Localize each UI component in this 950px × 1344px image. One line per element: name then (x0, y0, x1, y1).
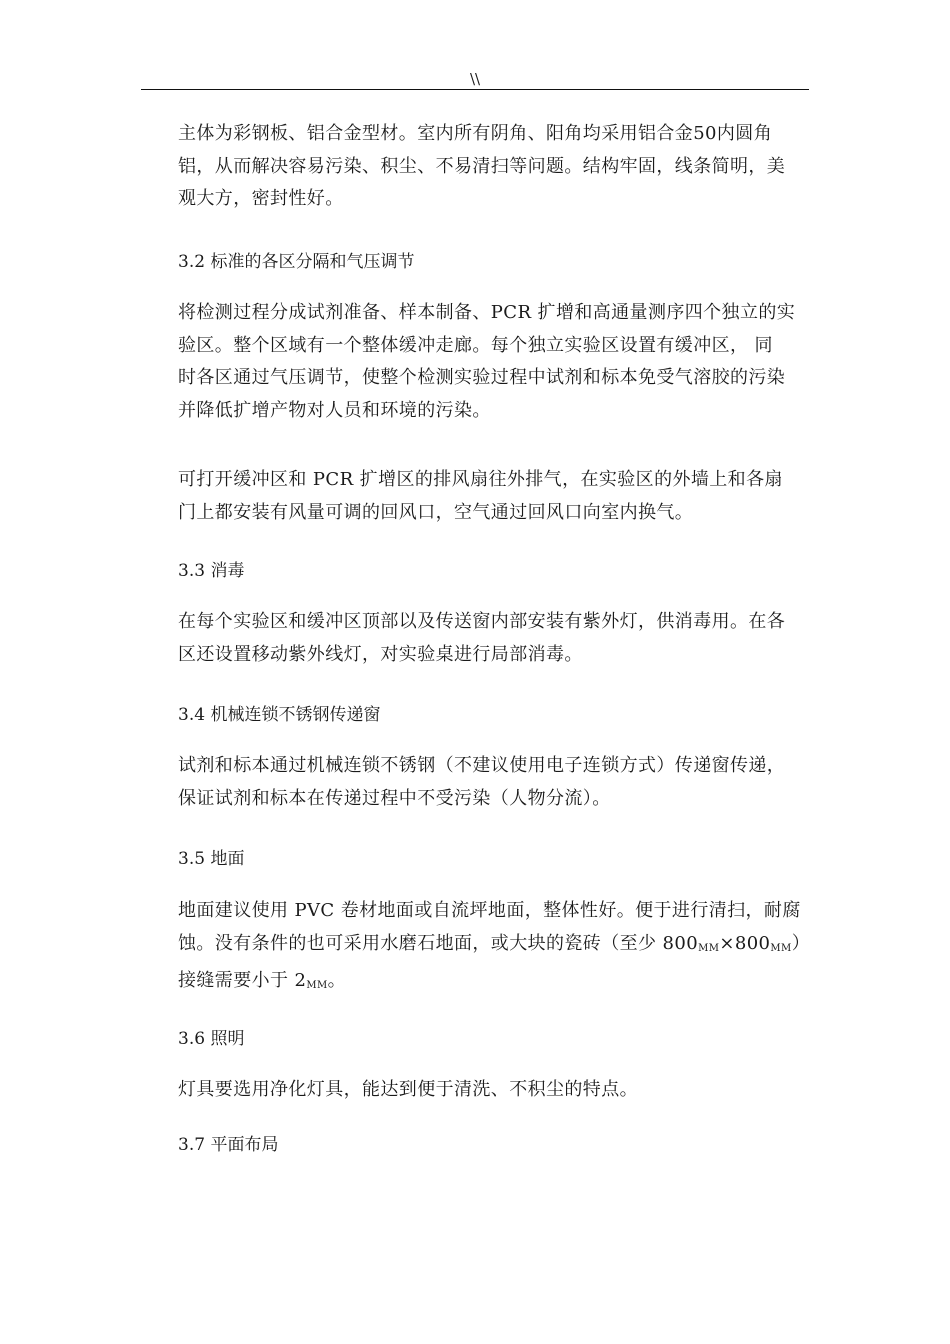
text-line: 时各区通过气压调节，使整个检测实验过程中试剂和标本免受气溶胶的污染 (178, 367, 786, 388)
text-line: 将检测过程分成试剂准备、样本制备、PCR 扩增和高通量测序四个独立的实 (178, 302, 796, 323)
text-run: 接缝需要小于 2 (178, 970, 307, 991)
section-heading-3-5: 3.5 地面 (178, 849, 245, 869)
text-run: 蚀。没有条件的也可采用水磨石地面，或大块的瓷砖（至少 800 (178, 932, 699, 954)
text-line: 试剂和标本通过机械连锁不锈钢（不建议使用电子连锁方式）传递窗传递， (178, 755, 786, 776)
page-header-mark: \\ (469, 70, 481, 88)
unit-subscript: MM (306, 980, 328, 991)
section-heading-3-6: 3.6 照明 (178, 1029, 245, 1049)
section-heading-3-3: 3.3 消毒 (178, 561, 245, 581)
text-run: 。 (327, 970, 347, 991)
text-line: 地面建议使用 PVC 卷材地面或自流坪地面，整体性好。便于进行清扫，耐腐 (178, 900, 801, 921)
unit-subscript: MM (770, 942, 792, 954)
text-line: 观大方，密封性好。 (178, 188, 344, 209)
paragraph-flooring (178, 895, 810, 1003)
text-line: 主体为彩钢板、铝合金型材。室内所有阴角、阳角均采用铝合金50内圆角 (178, 123, 773, 144)
text-run: ） (791, 932, 811, 954)
paragraph-zone-separation (178, 297, 810, 427)
unit-subscript: MM (698, 942, 720, 954)
text-line (178, 928, 810, 966)
text-line: 可打开缓冲区和 PCR 扩增区的排风扇往外排气，在实验区的外墙上和各扇 (178, 469, 783, 490)
paragraph-lighting (178, 1074, 810, 1107)
paragraph-ventilation (178, 464, 810, 529)
text-line: 并降低扩增产物对人员和环境的污染。 (178, 399, 491, 421)
text-line: 灯具要选用净化灯具，能达到便于清洗、不积尘的特点。 (178, 1079, 638, 1100)
paragraph-materials (178, 118, 810, 216)
paragraph-disinfection (178, 606, 810, 671)
text-line: 验区。整个区域有一个整体缓冲走廊。每个独立实验区设置有缓冲区， 同 (178, 334, 773, 356)
text-line: 保证试剂和标本在传递过程中不受污染（人物分流）。 (178, 787, 611, 809)
paragraph-pass-box (178, 750, 810, 815)
text-line: 在每个实验区和缓冲区顶部以及传送窗内部安装有紫外灯，供消毒用。在各 (178, 611, 786, 632)
text-line: 门上都安装有风量可调的回风口，空气通过回风口向室内换气。 (178, 501, 694, 523)
text-line: 区还设置移动紫外线灯，对实验桌进行局部消毒。 (178, 643, 583, 665)
text-line (178, 965, 810, 1003)
text-line: 铝，从而解决容易污染、积尘、不易清扫等问题。结构牢固，线条简明，美 (178, 155, 786, 177)
section-heading-3-7: 3.7 平面布局 (178, 1135, 279, 1155)
text-run: ×800 (719, 932, 771, 954)
section-heading-3-2: 3.2 标准的各区分隔和气压调节 (178, 252, 415, 272)
section-heading-3-4: 3.4 机械连锁不锈钢传递窗 (178, 705, 381, 725)
